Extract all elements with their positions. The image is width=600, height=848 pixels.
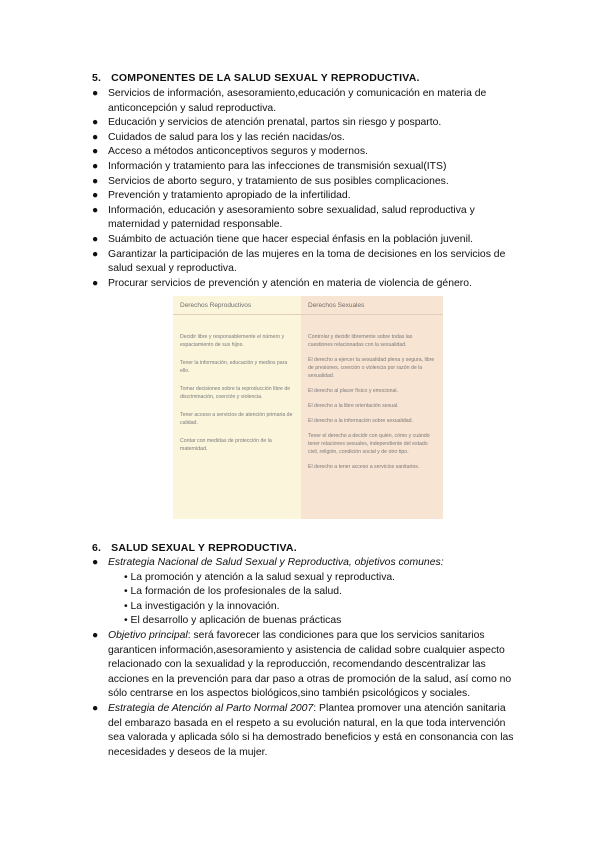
section-5-title: COMPONENTES DE LA SALUD SEXUAL Y REPRODUCTIVA.	[111, 72, 420, 84]
sexual-right-item: Controlar y decidir libremente sobre todas las cuestiones relacionadas con la sexualidad.	[308, 334, 413, 348]
objective-item: • El desarrollo y aplicación de buenas prácticas	[124, 615, 342, 627]
list-item: ● Educación y servicios de atención prenatal, partos sin riesgo y posparto.	[92, 117, 442, 129]
sexual-right-item: El derecho al placer físico y emocional.	[308, 388, 398, 394]
sexual-rights-column	[301, 296, 443, 519]
reproductive-right-item: Decidir libre y responsablemente el número y espaciamiento de sus hijos.	[180, 334, 285, 348]
main-objective-label: Objetivo principal	[108, 629, 188, 641]
list-item: ● Estrategia Nacional de Salud Sexual y Reproductiva, objetivos comunes: • La promoción y atención a la salud sexual y reproductiva. • La formación de los profesionales de la salud. • La investigación y la innovación. • El desarrollo y aplicación de buenas prácticas	[92, 556, 522, 629]
list-item: ● Suámbito de actuación tiene que hacer especial énfasis en la población juvenil.	[92, 233, 474, 245]
section-5-heading	[92, 72, 420, 84]
objective-item: • La promoción y atención a la salud sexual y reproductiva.	[124, 571, 396, 583]
sexual-right-item: El derecho a la información sobre sexualidad.	[308, 418, 413, 424]
sexual-right-item: El derecho a la libre orientación sexual.	[308, 403, 399, 409]
sexual-rights-title: Derechos Sexuales	[308, 302, 365, 309]
divider	[301, 314, 443, 315]
strategy-label: Estrategia Nacional de Salud Sexual y Reproductiva, objetivos comunes:	[108, 557, 444, 568]
reproductive-right-item: Tener la información, educación y medios para ello.	[180, 360, 288, 374]
sexual-right-item: Tener el derecho a decidir con quién, cómo y cuándo tener relaciones sexuales, independiente del estado civil, religión, condición social y de otro tipo.	[308, 433, 430, 455]
list-item: ● Garantizar la participación de las mujeres en la toma de decisiones en los servicios de salud sexual y reproductiva.	[92, 248, 506, 275]
list-item: ● Información y tratamiento para las infecciones de transmisión sexual(ITS)	[92, 160, 447, 172]
reproductive-right-item: Tener acceso a servicios de atención primaria de calidad.	[180, 412, 293, 426]
objective-item: • La formación de los profesionales de la salud.	[124, 586, 342, 598]
list-item: ● Servicios de información, asesoramiento,educación y comunicación en materia de anticoncepción y salud reproductiva.	[92, 88, 487, 114]
list-item: ● Prevención y tratamiento apropiado de la infertilidad.	[92, 190, 351, 202]
list-item: ● Estrategia de Atención al Parto Normal 2007: Plantea promover una atención sanitaria del embarazo basada en el respeto a su evolución natural, en la que toda intervención sea valorada y aplicada sólo si ha demostrado beneficios y está en consonancia con las necesidades y deseos de la mujer.	[92, 702, 514, 758]
section-6-title: SALUD SEXUAL Y REPRODUCTIVA.	[111, 542, 297, 554]
reproductive-right-item: Contar con medidas de protección de la maternidad.	[180, 438, 272, 452]
rights-figure	[173, 296, 443, 519]
list-item: ● Acceso a métodos anticonceptivos seguros y modernos.	[92, 146, 368, 158]
section-5-number: 5.	[92, 72, 102, 84]
divider	[173, 314, 301, 315]
section-6-number: 6.	[92, 542, 102, 554]
list-item: ● Cuidados de salud para los y las recién nacidas/os.	[92, 131, 345, 143]
sexual-right-item: El derecho a ejercer la sexualidad plena y segura, libre de presiones, coerción o violencia por razón de la sexualidad.	[308, 357, 435, 379]
reproductive-rights-column	[173, 296, 301, 519]
list-item: ● Objetivo principal: será favorecer las condiciones para que los servicios sanitarios garanticen información,asesoramiento y asistencia de calidad sobre cualquier aspecto relacionado con la sexualidad y la reproducción, recomendando descentralizar las acciones en la prevención para dar paso a otras de promoción de la salud, así como no sólo centrarse en los aspectos biológicos,sino también psicológicos y sociales.	[92, 629, 512, 700]
birth-strategy-label: Estrategia de Atención al Parto Normal 2007	[108, 702, 314, 714]
reproductive-rights-title: Derechos Reproductivos	[180, 302, 252, 309]
reproductive-right-item: Tomar decisiones sobre la reproducción libre de discriminación, coerción y violencia.	[180, 386, 291, 400]
main-objective-text: : será favorecer las condiciones para que los servicios sanitarios garanticen información,asesoramiento y asistencia de calidad sobre cualquier aspecto relacionado con la sexualidad y la reproducción, recomendando descentralizar las acciones en la prevención para dar paso a otras de promoción de la salud, así como no sólo centrarse en los aspectos biológicos,sino también psicológicos y sociales.	[108, 629, 512, 700]
section-6-list	[92, 556, 522, 760]
birth-strategy-text: : Plantea promover una atención sanitaria del embarazo basada en el respeto a su evolución natural, en la que toda intervención sea valorada y aplicada sólo si ha demostrado beneficios y está en consonancia con las necesidades y deseos de la mujer.	[108, 702, 514, 758]
section-5-list	[92, 87, 522, 291]
section-6-heading	[92, 542, 297, 554]
list-item: ● Servicios de aborto seguro, y tratamiento de sus posibles complicaciones.	[92, 175, 449, 187]
objective-item: • La investigación y la innovación.	[124, 600, 280, 612]
list-item: ● Procurar servicios de prevención y atención en materia de violencia de género.	[92, 277, 472, 289]
list-item: ● Información, educación y asesoramiento sobre sexualidad, salud reproductiva y maternidad y paternidad responsable.	[92, 204, 475, 231]
sexual-right-item: El derecho a tener acceso a servicios sanitarios.	[308, 464, 420, 470]
objectives-list	[108, 571, 522, 629]
